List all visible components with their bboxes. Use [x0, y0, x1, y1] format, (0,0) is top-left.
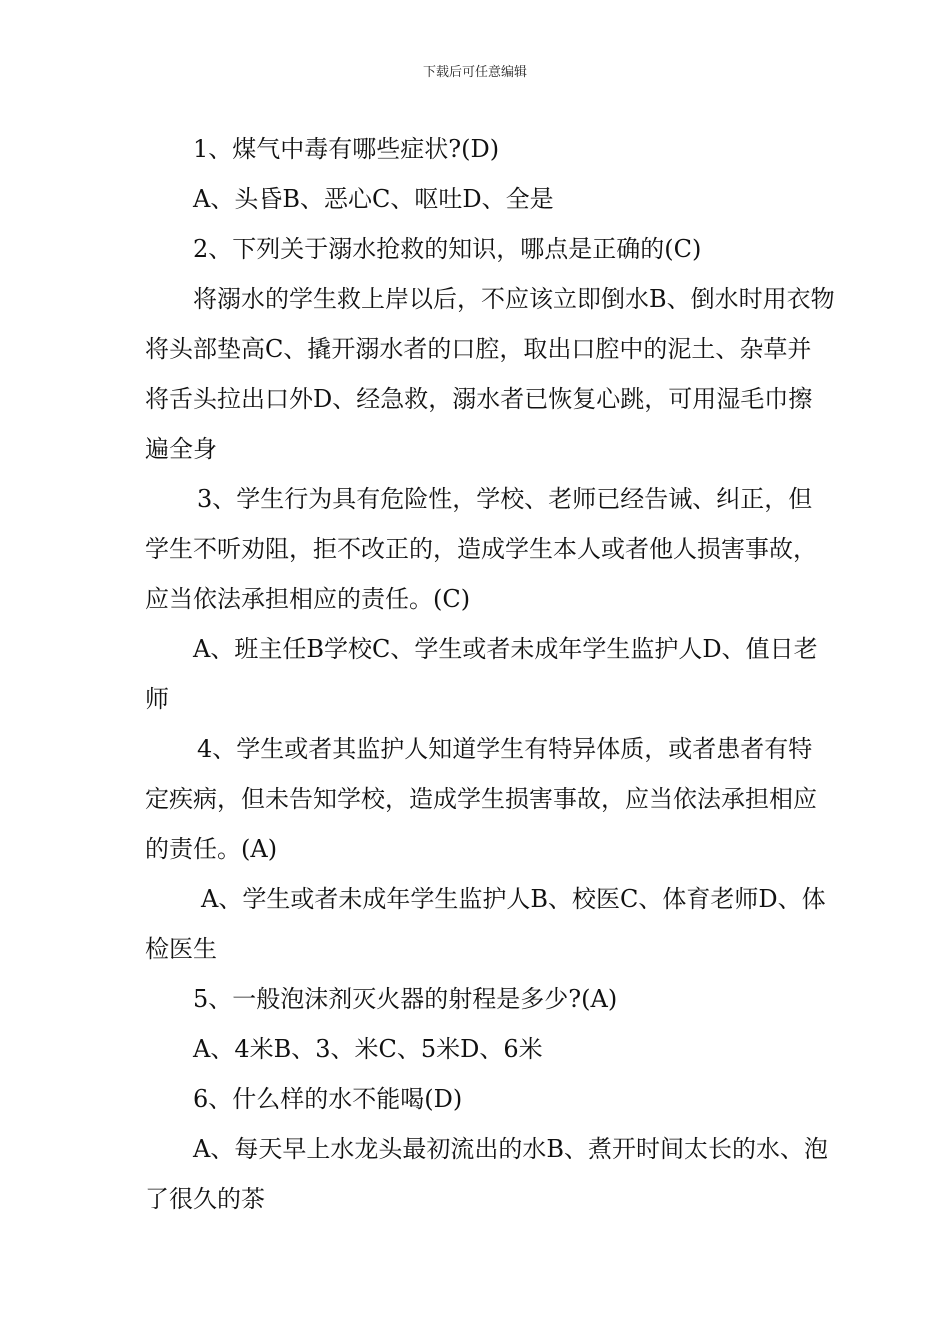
question-6-options: A、每天早上水龙头最初流出的水B、煮开时间太长的水、泡了很久的茶 — [145, 1135, 828, 1213]
question-4: 4、学生或者其监护人知道学生有特异体质，或者患者有特定疾病，但未告知学校，造成学生损害事故，应当依法承担相应的责任。(A) — [145, 735, 817, 863]
question-2: 2、下列关于溺水抢救的知识，哪点是正确的(C) — [193, 235, 702, 263]
question-5-options: A、4米B、3、米C、5米D、6米 — [193, 1035, 543, 1063]
question-1: 1、煤气中毒有哪些症状?(D) — [193, 135, 500, 163]
question-2-options: 将溺水的学生救上岸以后，不应该立即倒水B、倒水时用衣物将头部垫高C、撬开溺水者的口腔，取出口腔中的泥土、杂草并将舌头拉出口外D、经急救，溺水者已恢复心跳，可用湿毛巾擦遍全身 — [145, 285, 835, 463]
document-body — [145, 124, 835, 1224]
question-5: 5、一般泡沫剂灭火器的射程是多少?(A) — [193, 985, 618, 1013]
question-1-options: A、头昏B、恶心C、呕吐D、全是 — [193, 185, 554, 213]
page-header: 下载后可任意编辑 — [422, 65, 527, 80]
question-3: 3、学生行为具有危险性，学校、老师已经告诫、纠正，但学生不听劝阻，拒不改正的，造成学生本人或者他人损害事故，应当依法承担相应的责任。(C) — [145, 485, 817, 613]
question-6: 6、什么样的水不能喝(D) — [193, 1085, 463, 1113]
question-3-options: A、班主任B学校C、学生或者未成年学生监护人D、值日老师 — [145, 635, 818, 713]
question-4-options: A、学生或者未成年学生监护人B、校医C、体育老师D、体检医生 — [145, 885, 826, 963]
